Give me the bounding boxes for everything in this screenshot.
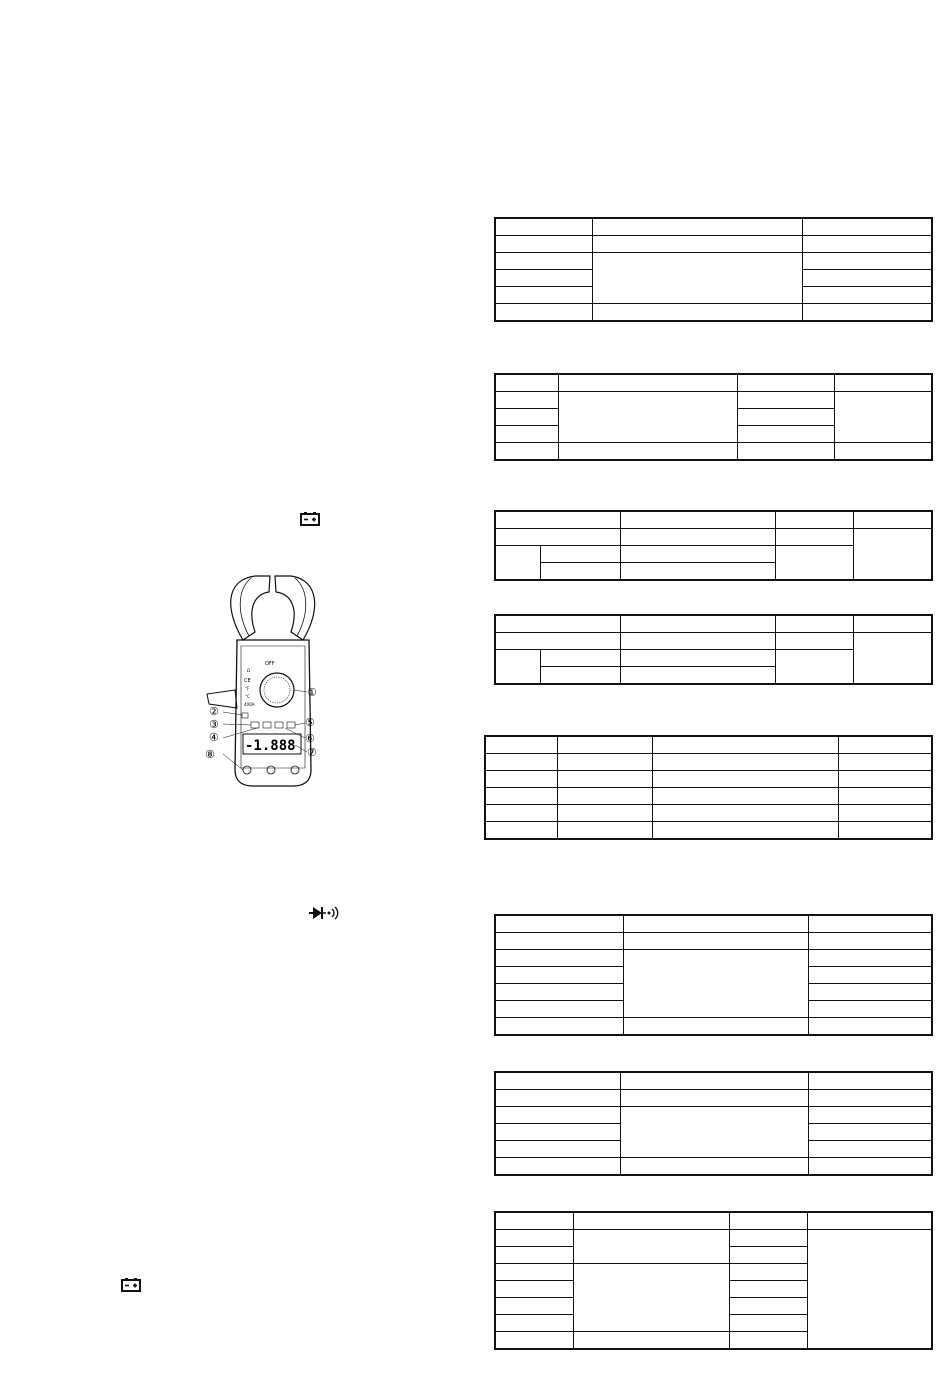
table-row — [485, 822, 932, 840]
table-row — [495, 1212, 932, 1230]
table-row — [495, 1158, 932, 1176]
meter-button — [242, 713, 248, 718]
dial-mark: Ω — [247, 668, 251, 673]
input-jack — [267, 766, 275, 774]
callout-8: ⑧ — [205, 749, 215, 761]
meter-button — [251, 722, 259, 728]
input-jack — [291, 766, 299, 774]
meter-button — [287, 722, 295, 728]
input-jack — [243, 766, 251, 774]
spec-table-3 — [494, 510, 933, 581]
spec-table-5 — [484, 735, 933, 840]
table-row — [495, 1230, 932, 1247]
dial-mark: OFF — [265, 661, 275, 667]
table-row — [495, 218, 932, 236]
meter-button — [263, 722, 271, 728]
clamp-meter-figure — [195, 570, 335, 810]
table-row — [495, 443, 932, 461]
battery-icon — [300, 512, 320, 526]
table-row — [495, 511, 932, 529]
table-row — [495, 1090, 932, 1107]
battery-icon — [121, 1278, 141, 1292]
table-row — [495, 1018, 932, 1036]
table-row — [495, 253, 932, 270]
table-row — [495, 933, 932, 950]
table-row — [495, 236, 932, 253]
table-row — [485, 788, 932, 805]
callout-7: ⑦ — [307, 747, 317, 759]
table-row — [485, 754, 932, 771]
callout-2: ② — [209, 706, 219, 718]
table-row — [495, 1107, 932, 1124]
spec-table-8 — [494, 1211, 933, 1350]
spec-table-6 — [494, 914, 933, 1036]
callout-6: ⑥ — [305, 733, 315, 745]
table-row — [495, 304, 932, 322]
spec-table-2 — [494, 373, 933, 461]
rotary-dial — [260, 673, 294, 707]
dial-mark: CE — [244, 678, 251, 684]
table-row — [495, 392, 932, 409]
table-row — [495, 1072, 932, 1090]
table-row — [485, 805, 932, 822]
spec-table-4 — [494, 614, 933, 685]
callout-4: ④ — [209, 732, 219, 744]
table-row — [495, 615, 932, 633]
spec-table-7 — [494, 1071, 933, 1176]
table-row — [485, 771, 932, 788]
diode-continuity-icon — [309, 905, 341, 921]
table-row — [495, 529, 932, 546]
meter-button — [275, 722, 283, 728]
dial-mark: 400A — [244, 702, 255, 707]
table-row — [495, 915, 932, 933]
dial-mark: °F — [245, 686, 250, 691]
callout-3: ③ — [209, 719, 219, 731]
callout-1: ① — [307, 687, 317, 699]
lcd-reading: -1.888 — [245, 738, 296, 754]
table-row — [495, 950, 932, 967]
spec-table-1 — [494, 217, 933, 322]
table-row — [495, 374, 932, 392]
table-row — [485, 736, 932, 754]
dial-mark: °C — [245, 694, 250, 699]
table-row — [495, 633, 932, 650]
callout-5: ⑤ — [305, 717, 315, 729]
